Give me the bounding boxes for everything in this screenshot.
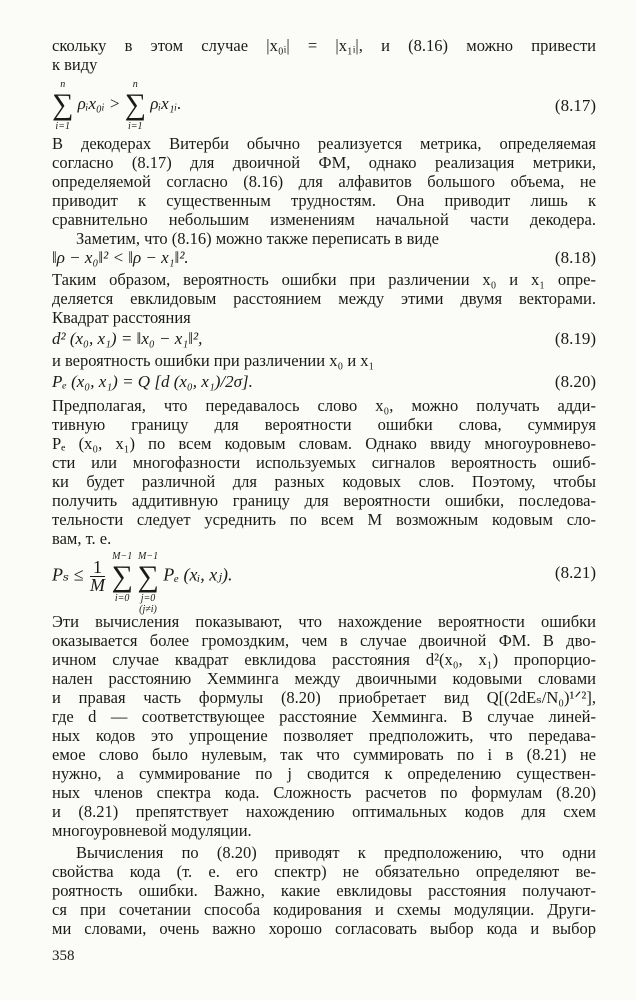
page-number: 358 — [52, 948, 75, 964]
text-line: и вероятность ошибки при различении x₀ и x₁ — [52, 351, 375, 370]
text-line: ных членов спектра кода. Сложность расчетов по формулам (8.20) — [52, 783, 596, 802]
text-line: тельности следует усреднить по всем M возможным кодовым сло- — [52, 510, 596, 529]
text-line: согласно (8.17) для двоичной ФМ, однако реализация метрики, — [52, 153, 596, 172]
text-line: к виду — [52, 55, 98, 74]
text-line: и (8.21) препятствует нахождению оптимальных кодов для схем — [52, 802, 596, 821]
equation-formula: ‖ρ − x₀‖² < ‖ρ − x₁‖². — [52, 248, 189, 267]
text-line: Вычисления по (8.20) приводят к предположению, что одни — [76, 843, 596, 862]
sum-upper-limit: n — [60, 79, 66, 90]
text-line: Заметим, что (8.16) можно также переписать в виде — [76, 229, 439, 248]
equation-8-20 — [52, 372, 596, 398]
equation-lhs: ρᵢx₀ᵢ > — [77, 93, 121, 113]
sum-upper-limit: M−1 — [138, 550, 159, 562]
sum-symbol: ∑ n i=1 — [52, 79, 74, 132]
equation-formula: d² (x₀, x₁) = ‖x₀ − x₁‖², — [52, 329, 203, 348]
sum-symbol: ∑ M−1 j=0 (j≠i) — [137, 550, 159, 615]
text-line: свойства кода (т. е. его спектр) не обязательно определяют ве- — [52, 862, 596, 881]
text-line: Таким образом, вероятность ошибки при различении x₀ и x₁ опре- — [52, 270, 596, 289]
text-line: вам, т. е. — [52, 529, 112, 548]
sum-condition: (j≠i) — [139, 603, 157, 615]
text-line: многоуровневой модуляции. — [52, 821, 252, 840]
text-line: ных кодов это упрощение позволяет предположить, что передава- — [52, 726, 596, 745]
text-line: приводит к существенным трудностям. Она приводит лишь к — [52, 191, 596, 210]
text-line: Предполагая, что передавалось слово x₀, можно получать адди- — [52, 396, 596, 415]
text-line: Эти вычисления показывают, что нахождение вероятности ошибки — [52, 612, 596, 631]
text-line: Pₑ (x₀, x₁) по всем кодовым словам. Однако ввиду многоуровнево- — [52, 434, 596, 453]
equation-number: (8.19) — [554, 329, 596, 348]
equation-rhs: ρᵢx₁ᵢ. — [150, 93, 182, 113]
equation-number: (8.21) — [554, 563, 596, 582]
equation-number: (8.18) — [554, 248, 596, 267]
text-line: нужно, а суммирование по j сводится к определению существен- — [52, 764, 596, 783]
equation-number: (8.20) — [554, 372, 596, 391]
equation-rhs: Pₑ (xᵢ, xⱼ). — [163, 564, 233, 585]
fraction-numerator: 1 — [90, 559, 105, 577]
text-line: скольку в этом случае |x₀ᵢ| = |x₁ᵢ|, и (8.16) можно привести — [52, 36, 596, 55]
text-line: сти или многофазности используемых сигналов вероятность ошиб- — [52, 453, 596, 472]
sum-lower-limit: i=1 — [55, 121, 70, 132]
fraction — [90, 559, 105, 594]
text-line: ичном случае квадрат евклидова расстояния d²(x₀, x₁) пропорцио- — [52, 650, 596, 669]
equation-formula: Pₑ (x₀, x₁) = Q [d (x₀, x₁)/2σ]. — [52, 372, 253, 391]
text-line: где d — соответствующее расстояние Хемминга. В случае линей- — [52, 707, 596, 726]
sum-lower-limit: i=1 — [128, 121, 143, 132]
text-line: получить аддитивную границу для вероятности ошибки, последова- — [52, 491, 596, 510]
sum-lower-limit: j=0 — [140, 592, 156, 604]
fraction-denominator: M — [89, 575, 105, 595]
text-line: и правая часть формулы (8.20) приобретает вид Q[(2dEₛ/N₀)¹ᐟ²], — [52, 688, 596, 707]
text-line: сравнительно небольшим изменениям начальной части декодера. — [52, 210, 596, 229]
text-line: В декодерах Витерби обычно реализуется метрика, определяемая — [52, 134, 596, 153]
text-line: ми словами, очень важно хорошо согласовать выбор кода и выбор — [52, 919, 596, 938]
sum-lower-limit: i=0 — [114, 592, 130, 604]
equation-8-17 — [52, 79, 596, 132]
text-line: ся при сочетании способа кодирования и схемы модуляции. Други- — [52, 900, 596, 919]
text-line: роятность ошибки. Важно, какие евклидовы расстояния получают- — [52, 881, 596, 900]
text-line: ки будет различной для разных кодовых слов. Поэтому, чтобы — [52, 472, 596, 491]
text-line: Квадрат расстояния — [52, 308, 191, 327]
sum-symbol: ∑ M−1 i=0 — [111, 550, 133, 604]
text-line: тивную границу для вероятности ошибки слова, суммируя — [52, 415, 596, 434]
equation-number: (8.17) — [554, 96, 596, 115]
equation-lhs: Pₛ ≤ — [52, 564, 84, 585]
text-line: нален расстоянию Хемминга между двоичными кодовыми словами — [52, 669, 596, 688]
equation-8-21 — [52, 550, 596, 615]
text-line: емое слово было нулевым, так что суммировать по i в (8.21) не — [52, 745, 596, 764]
sum-symbol: ∑ n i=1 — [124, 79, 146, 132]
text-line: определяемой согласно (8.16) для алфавитов большого объема, не — [52, 172, 596, 191]
sum-upper-limit: n — [132, 79, 138, 90]
sum-upper-limit: M−1 — [112, 550, 133, 562]
text-line: деляется евклидовым расстоянием между этими двумя векторами. — [52, 289, 596, 308]
text-line: оказывается более громоздким, чем в случае двоичной ФМ. В дво- — [52, 631, 596, 650]
